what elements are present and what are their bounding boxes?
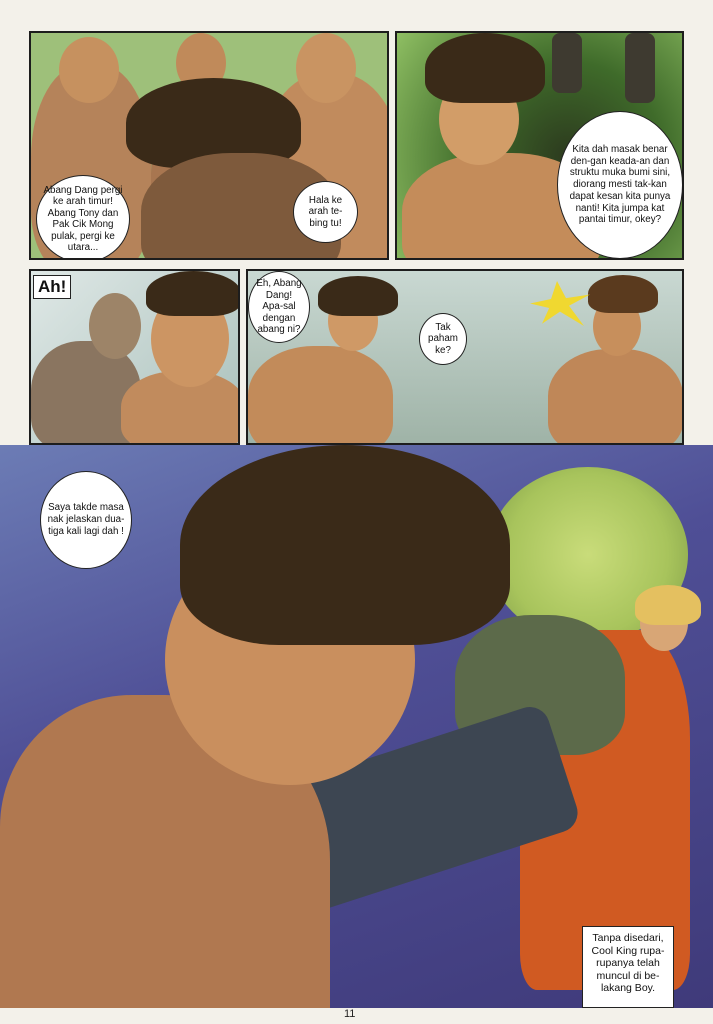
speech-bubble-kita-dah: Kita dah masak benar den-gan keada-an dan struktu muka bumi sini, diorang mesti tak-kan dapat kesan kita punya nanti! Kita jumpa kat pantai timur, okey?: [557, 111, 683, 259]
panel-1: [29, 31, 389, 260]
boy-hair: [318, 276, 398, 316]
speech-bubble-saya-takde: Saya takde masa nak jelaskan dua-tiga kali lagi dah !: [40, 471, 132, 569]
dark-hair: [146, 271, 240, 316]
man-head: [296, 33, 356, 103]
legs-figure: [625, 33, 655, 103]
cool-king-blond-hair: [635, 585, 701, 625]
panel-3: [29, 269, 240, 445]
legs-figure: [552, 33, 582, 93]
sfx-ah: Ah!: [33, 275, 71, 299]
panel-4: [246, 269, 684, 445]
panel-2: [395, 31, 684, 260]
impact-burst-icon: [530, 281, 590, 326]
boy-figure: [248, 346, 393, 445]
man-head: [89, 293, 141, 359]
speech-bubble-eh-abang: Eh, Abang Dang! Apa-sal dengan abang ni?: [248, 271, 310, 343]
speech-bubble-tak-paham: Tak paham ke?: [419, 313, 467, 365]
dang-hair: [588, 275, 658, 313]
speech-bubble-hala: Hala ke arah te-bing tu!: [293, 181, 358, 243]
speech-bubble-abang-dang: Abang Dang pergi ke arah timur! Abang Tony dan Pak Cik Mong pulak, pergi ke utara...: [36, 175, 130, 260]
caption-tanpa-disedari: Tanpa disedari, Cool King rupa-rupanya telah muncul di be-lakang Boy.: [582, 926, 674, 1008]
man-head: [59, 37, 119, 103]
boy-hair-closeup: [180, 445, 510, 645]
boy-hair: [425, 33, 545, 103]
page-number: 11: [344, 1008, 356, 1020]
dang-figure: [548, 349, 683, 445]
panel-5: [0, 445, 713, 1008]
